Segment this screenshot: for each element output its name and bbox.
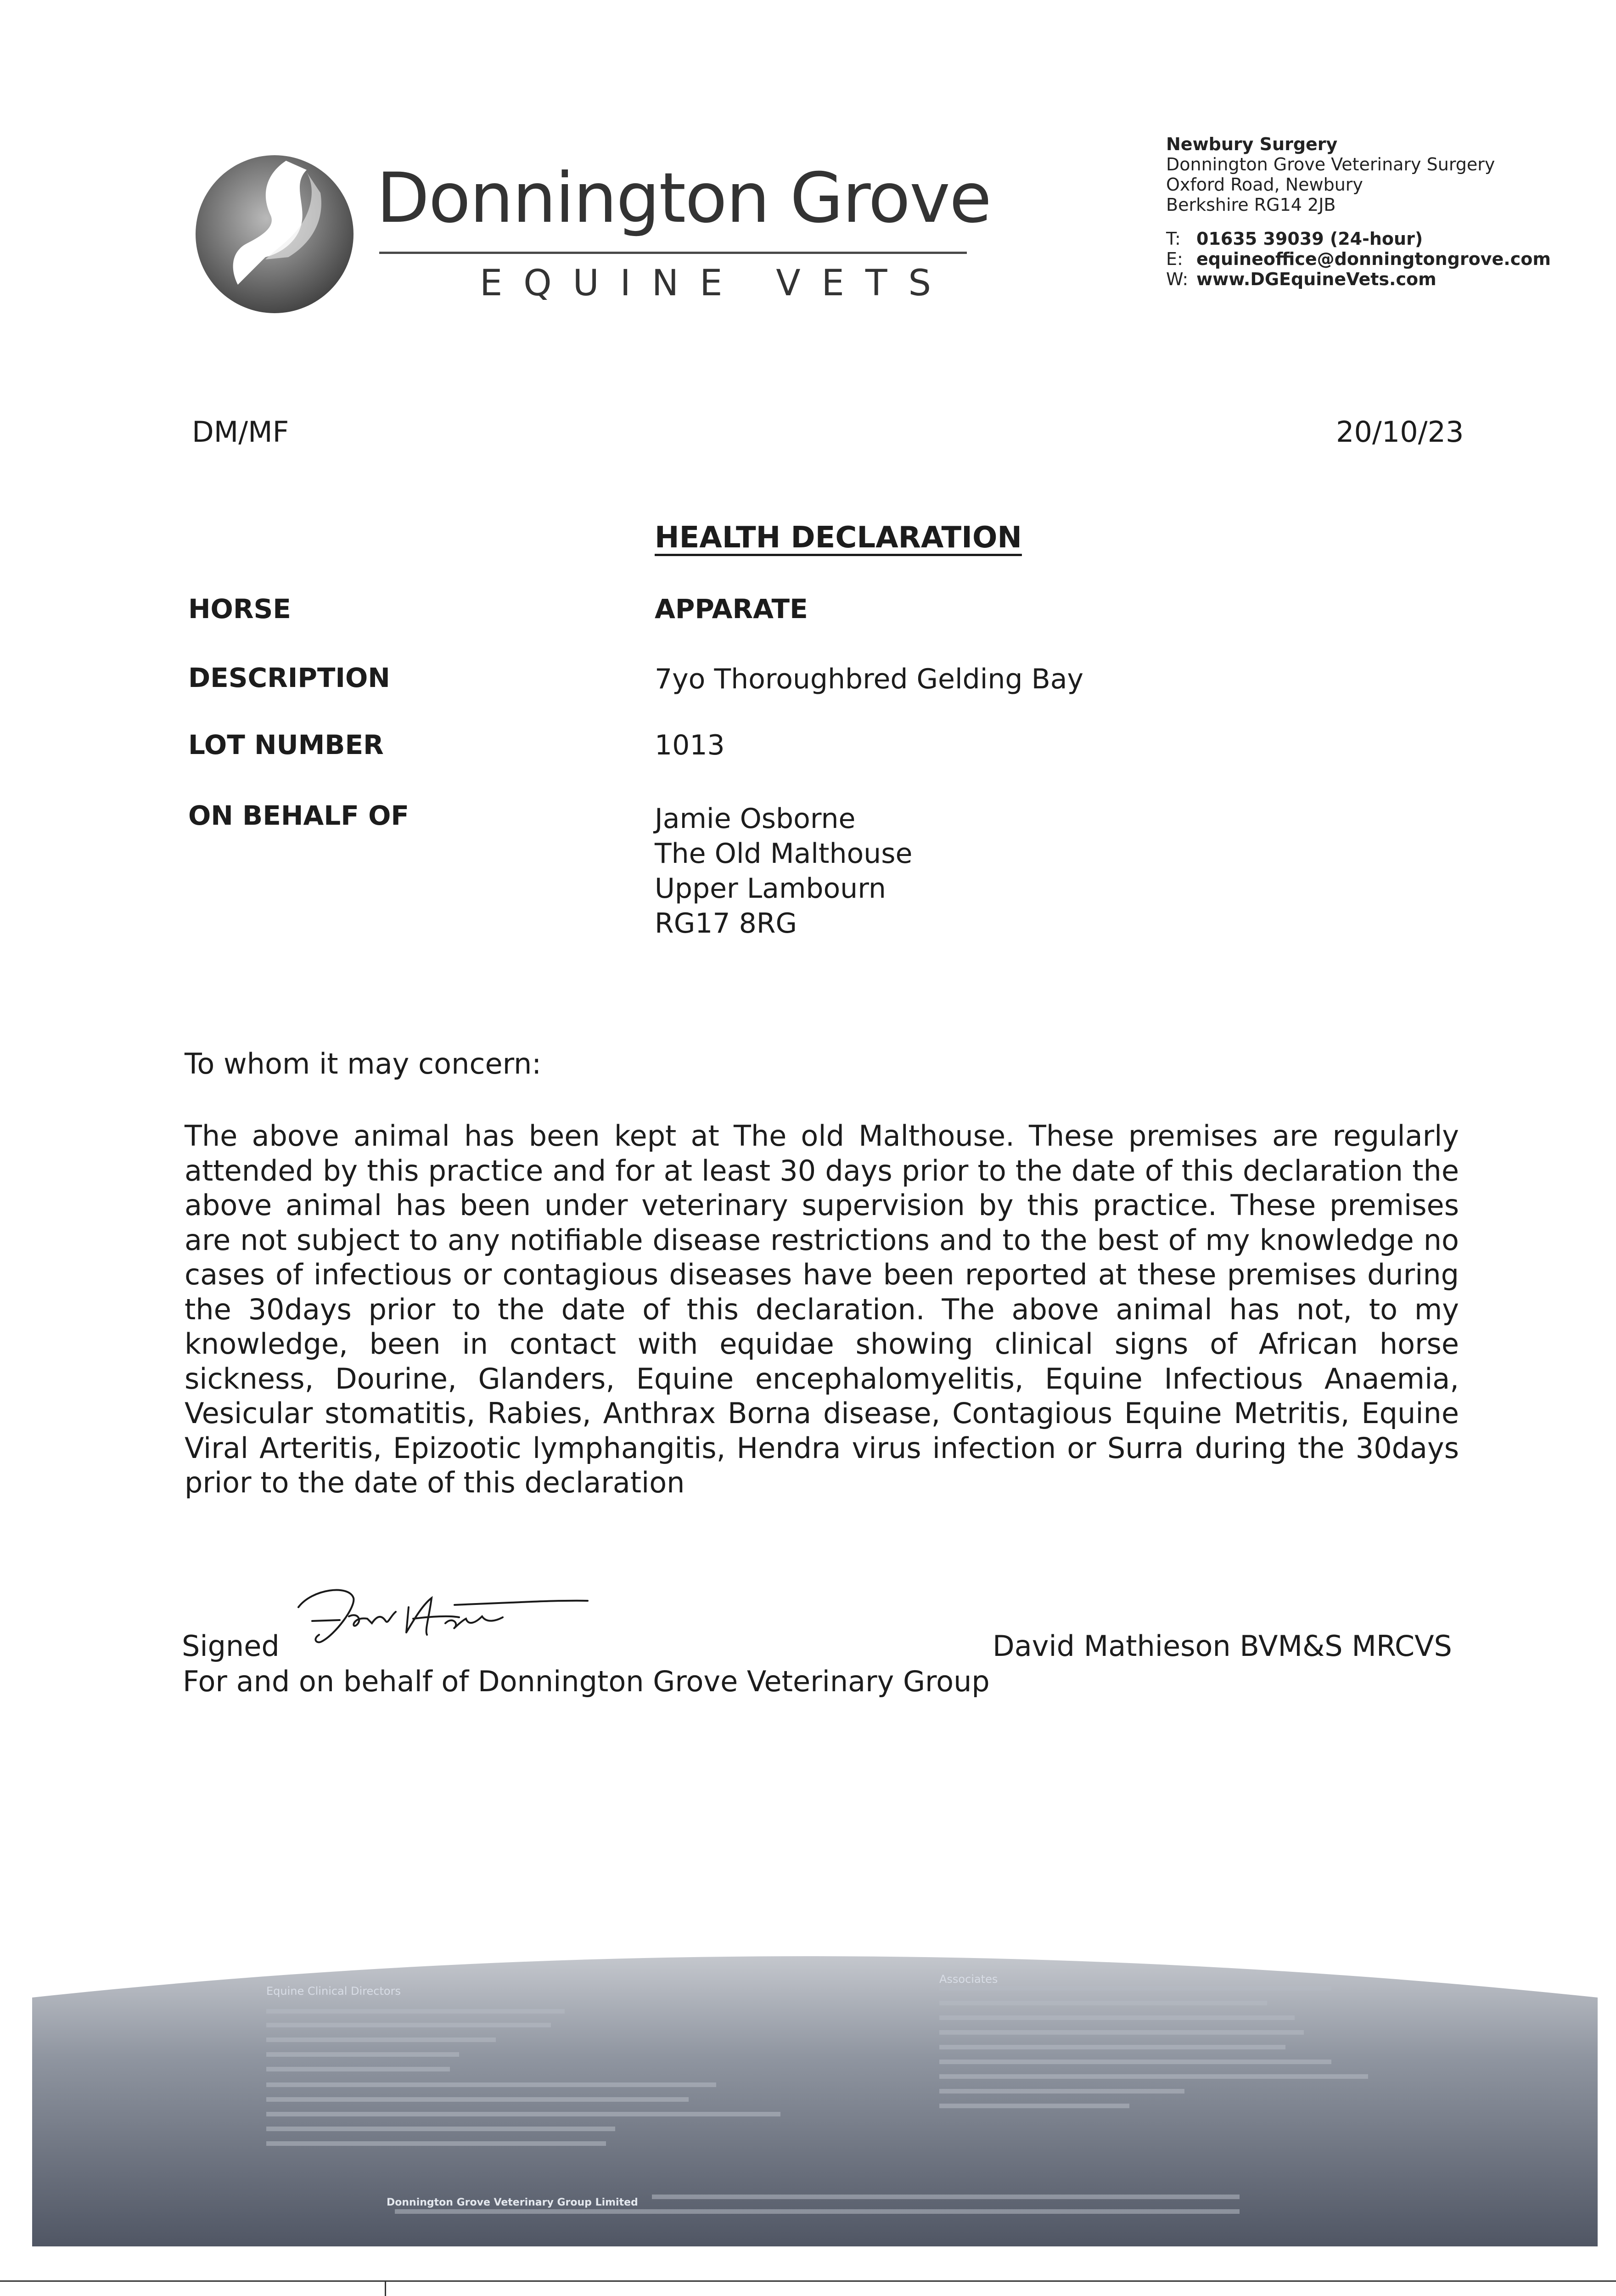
reference: DM/MF [192, 415, 289, 449]
horse-value: APPARATE [655, 593, 808, 625]
on-behalf-label: ON BEHALF OF [188, 800, 409, 831]
brand-subtitle: EQUINE VETS [480, 263, 952, 304]
owner-address-line: Upper Lambourn [655, 872, 886, 905]
logo-horse-head-icon [192, 152, 357, 317]
signer-name: David Mathieson BVM&S MRCVS [993, 1629, 1452, 1663]
directors-label: Equine Clinical Directors [266, 1985, 401, 1998]
lot-number-value: 1013 [655, 729, 725, 761]
description-value: 7yo Thoroughbred Gelding Bay [655, 663, 1084, 695]
owner-address-line: The Old Malthouse [655, 838, 913, 870]
address-line: Donnington Grove Veterinary Surgery [1166, 154, 1495, 174]
document-title: HEALTH DECLARATION [655, 521, 1022, 555]
bottom-tick [385, 2280, 386, 2296]
bottom-divider [0, 2280, 1616, 2282]
lot-number-label: LOT NUMBER [188, 729, 384, 760]
brand-name: Donnington Grove [376, 158, 991, 238]
website: www.DGEquineVets.com [1196, 269, 1436, 289]
company-name: Donnington Grove Veterinary Group Limited [387, 2197, 638, 2208]
telephone: 01635 39039 (24-hour) [1196, 229, 1423, 249]
horse-label: HORSE [188, 593, 291, 625]
web-key: W: [1166, 269, 1189, 289]
owner-address [655, 801, 912, 941]
associates-label: Associates [939, 1973, 998, 1986]
salutation: To whom it may concern: [185, 1047, 542, 1080]
signed-label: Signed [182, 1629, 280, 1663]
address-line: Oxford Road, Newbury [1166, 174, 1363, 195]
owner-name: Jamie Osborne [655, 803, 856, 835]
contact-block [1166, 134, 1551, 289]
declaration-body: The above animal has been kept at The old Malthouse. These premises are regularly attended by this practice and for at least 30 days prior to the date of this declaration the above animal has been under veterinary supervision by this practice. These premises are not subject to any notifiable disease restrictions and to the best of my knowledge no cases of infectious or contagious diseases have been reported at these premises during the 30days prior to the date of this declaration. The above animal has not, to my knowledge, been in contact with equidae showing clinical signs of African horse sickness, Dourine, Glanders, Equine encephalomyelitis, Equine Infectious Anaemia, Vesicular stomatitis, Rabies, Anthrax Borna disease, Contagious Equine Metritis, Equine Viral Arteritis, Epizootic lymphangitis, Hendra virus infection or Surra during the 30days prior to the date of this declaration [185, 1119, 1459, 1499]
email-address: equineoffice@donningtongrove.com [1196, 249, 1551, 269]
surgery-name: Newbury Surgery [1166, 134, 1338, 154]
address-line: Berkshire RG14 2JB [1166, 195, 1336, 215]
handwritten-signature [294, 1580, 670, 1658]
on-behalf-line: For and on behalf of Donnington Grove Veterinary Group [183, 1665, 990, 1698]
brand-divider [379, 252, 967, 254]
footer-band [0, 1919, 1616, 2250]
tel-key: T: [1166, 229, 1181, 249]
email-key: E: [1166, 249, 1183, 269]
date: 20/10/23 [1336, 415, 1464, 449]
owner-postcode: RG17 8RG [655, 907, 797, 940]
description-label: DESCRIPTION [188, 662, 390, 693]
